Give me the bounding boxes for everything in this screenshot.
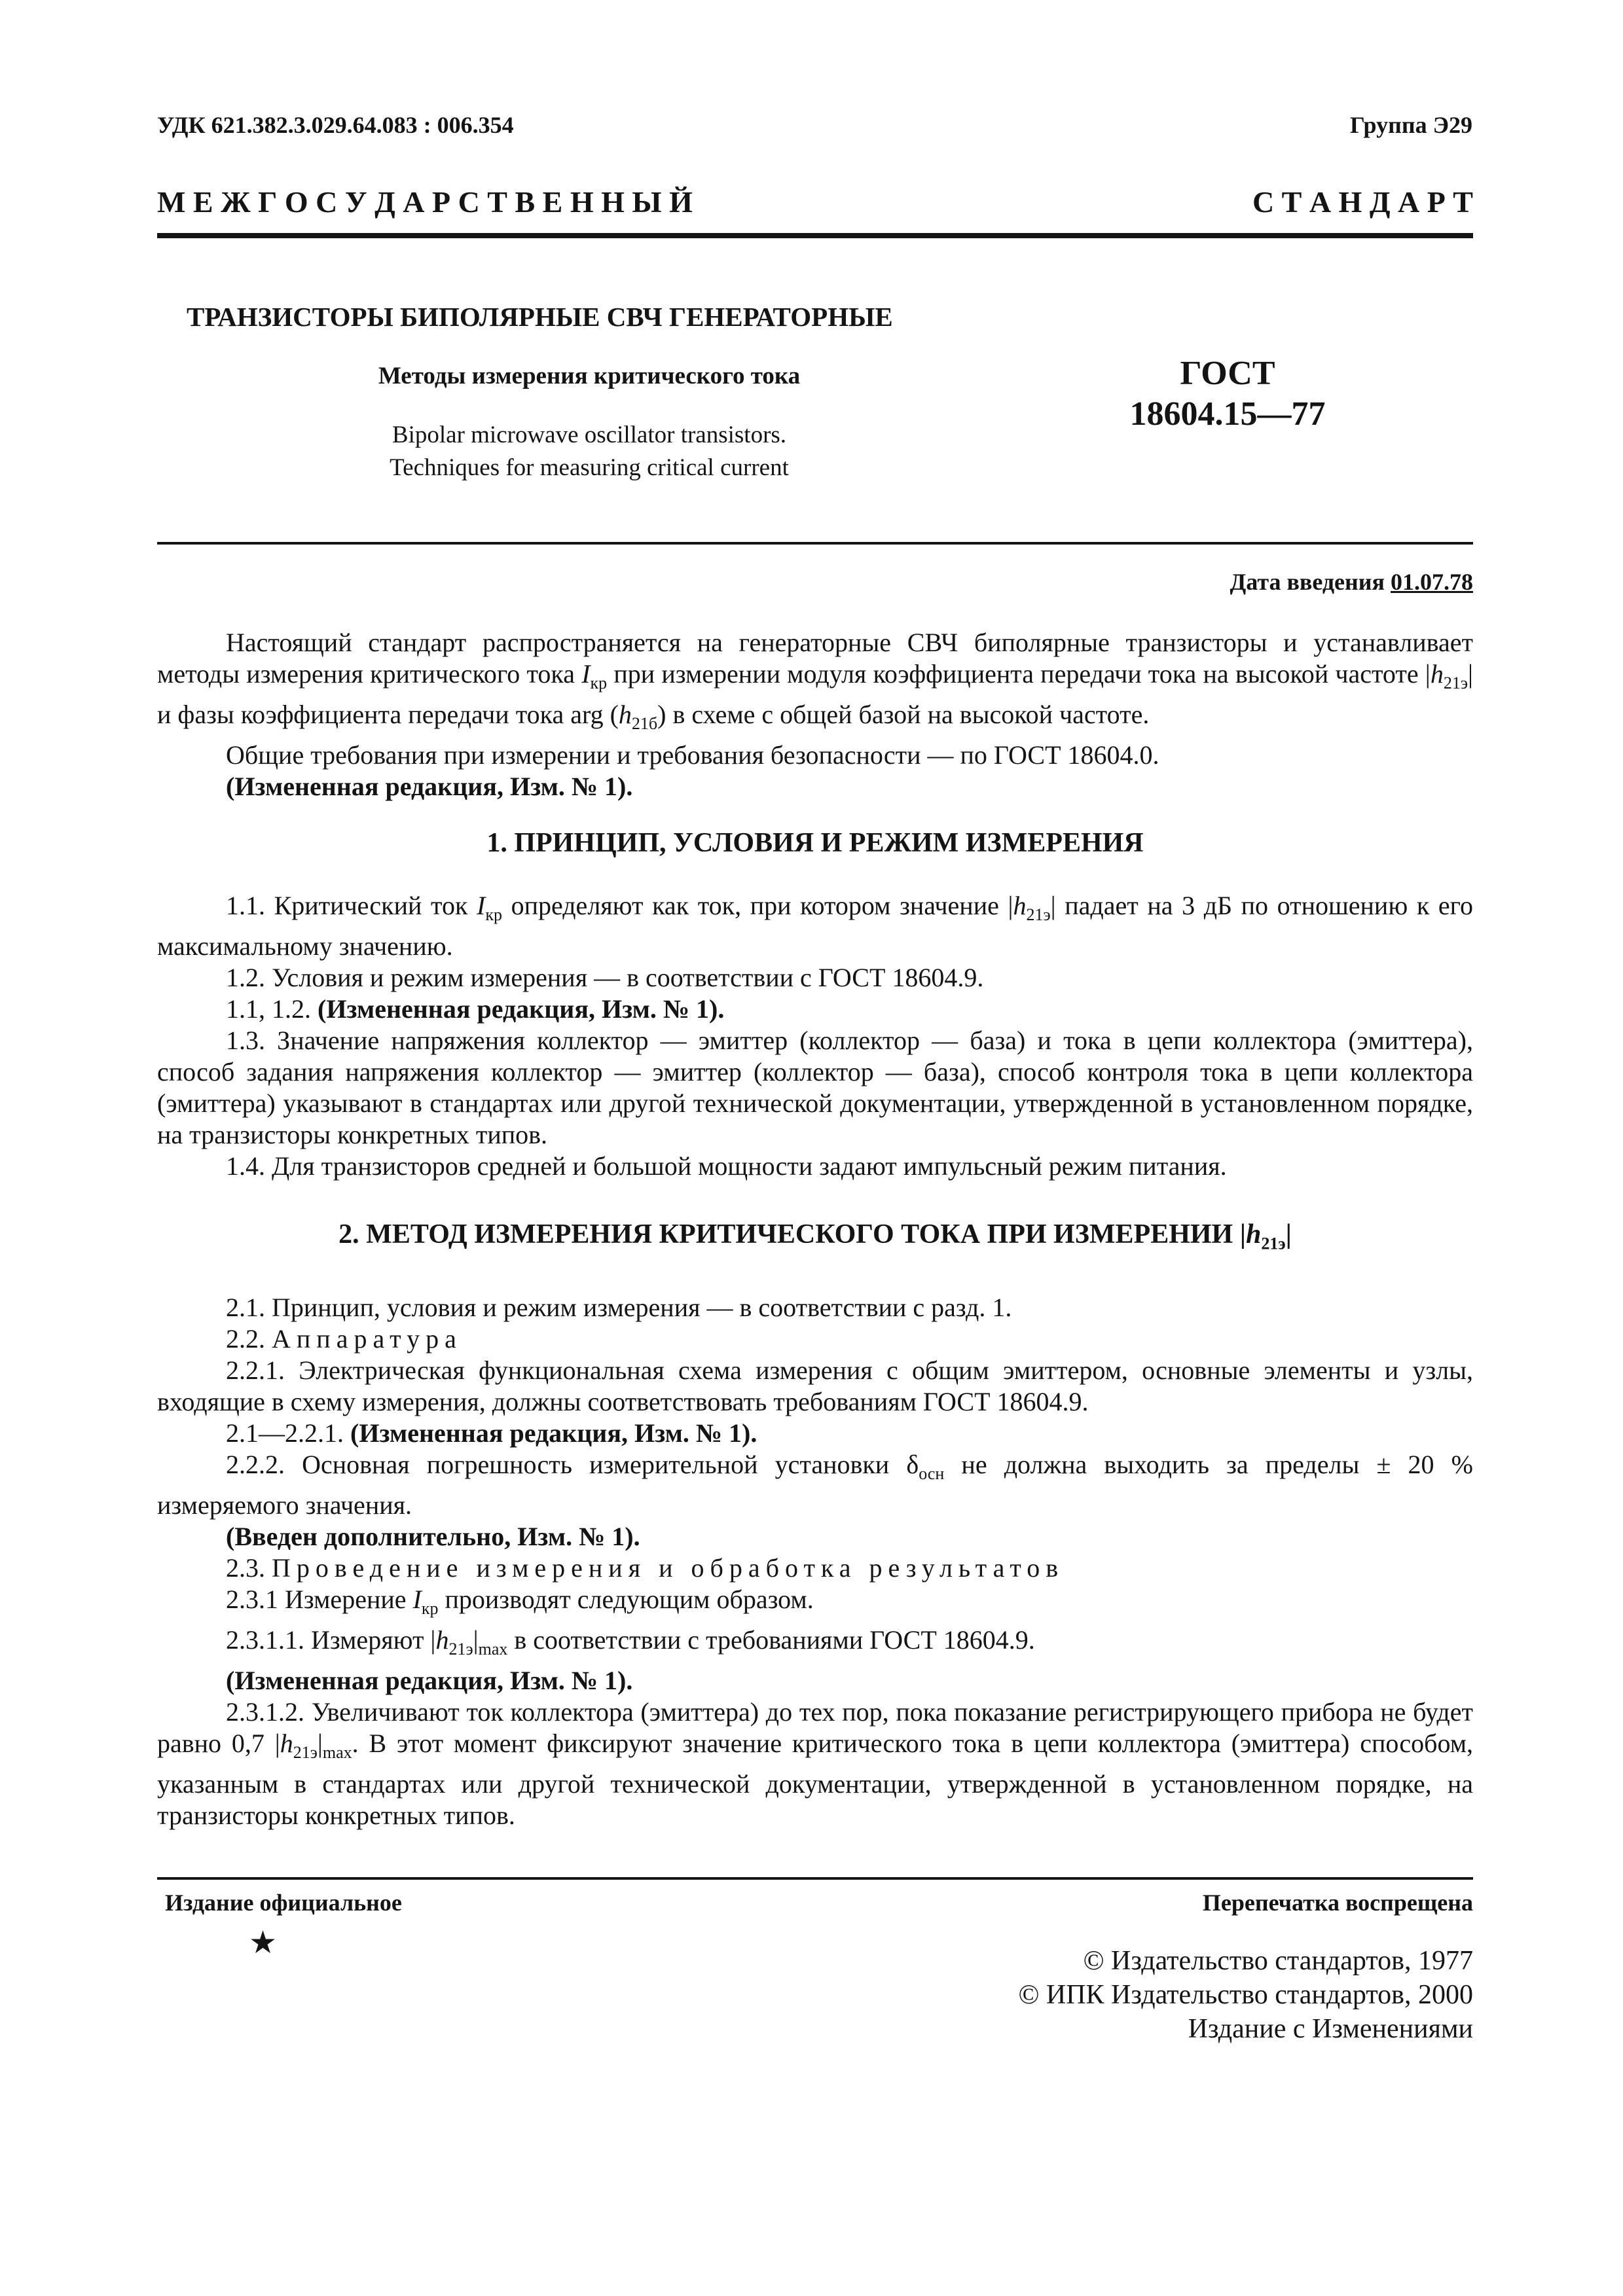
gost-number: 18604.15—77 <box>1129 395 1326 433</box>
clause-2-2-2-note: (Введен дополнительно, Изм. № 1). <box>226 1522 640 1552</box>
document-body <box>157 627 1473 1831</box>
clause-2-2-2: 2.2.2. Основная погрешность измерительной установки $\delta_{осн}$ не должна выходить за пределы ± 20 % измеряемого значения. <box>157 1450 1473 1520</box>
english-title <box>327 419 851 484</box>
footer-rule <box>157 1877 1473 1880</box>
banner-interstate: М Е Ж Г О С У Д А Р С Т В Е Н Н Ы Й <box>157 185 693 219</box>
clause-1-1: 1.1. Критический ток $I_{кр}$ определяют как ток, при котором значение $|h_{21э}|$ падает на 3 дБ по отношению к его максимальному значению. <box>157 891 1474 961</box>
standard-banner <box>157 185 1473 219</box>
clause-2-3-1-1: 2.3.1.1. Измеряют $|h_{21э}|_{max}$ в соответствии с требованиями ГОСТ 18604.9. <box>226 1625 1035 1659</box>
clause-1-4: 1.4. Для транзисторов средней и большой мощности задают импульсный режим питания. <box>226 1151 1227 1181</box>
reprint-prohibited: Перепечатка воспрещена <box>1202 1890 1473 1916</box>
clause-2-2-1: 2.2.1. Электрическая функциональная схема измерения с общим эмиттером, основные элементы и узлы, входящие в схему измерения, должны соответствовать требованиям ГОСТ 18604.9. <box>157 1355 1473 1417</box>
udk-code: УДК 621.382.3.029.64.083 : 006.354 <box>157 112 514 138</box>
clause-2-3-1-1-revision: (Измененная редакция, Изм. № 1). <box>226 1666 633 1696</box>
clause-2-3-1-2: 2.3.1.2. Увеличивают ток коллектора (эмиттера) до тех пор, пока показание регистрирующего прибора не будет равно 0,7 $|h_{21э}|_{max}$. В этот момент фиксируют значение критического тока в цепи коллектора (эмиттера) способом, указанным в стандартах или другой технической документации, утвержденной в установленном порядке, на транзисторы конкретных типов. <box>157 1697 1474 1831</box>
official-edition: Издание официальное <box>165 1890 402 1916</box>
intro-general-requirements: Общие требования при измерении и требования безопасности — по ГОСТ 18604.0. <box>226 740 1159 770</box>
title-rule <box>157 542 1473 545</box>
date-value: 01.07.78 <box>1391 569 1473 595</box>
clause-2-3: 2.3. Проведение измерения и обработка результатов <box>226 1553 1065 1583</box>
document-title: ТРАНЗИСТОРЫ БИПОЛЯРНЫЕ СВЧ ГЕНЕРАТОРНЫЕ <box>187 302 893 332</box>
clause-2-2: 2.2. Аппаратура <box>226 1324 462 1354</box>
gost-label: ГОСТ <box>1180 355 1275 392</box>
clause-2-1: 2.1. Принцип, условия и режим измерения — в соответствии с разд. 1. <box>226 1293 1012 1323</box>
edition-note: Издание с Изменениями <box>1188 2014 1473 2044</box>
copyright-block <box>1018 1944 1473 2046</box>
clause-2-2-1-revision: 2.1—2.2.1. (Измененная редакция, Изм. № 1). <box>226 1418 757 1448</box>
intro-paragraph: Настоящий стандарт распространяется на генераторные СВЧ биполярные транзисторы и устанавливает методы измерения критического тока $I_{кр}$ при измерении модуля коэффициента передачи тока на высокой частоте $|h_{21э}|$ и фазы коэффициента передачи тока arg $(h_{21б})$ в схеме с общей базой на высокой частоте. <box>157 628 1473 733</box>
clause-1-2: 1.2. Условия и режим измерения — в соответствии с ГОСТ 18604.9. <box>226 963 984 992</box>
intro-revision-note: (Измененная редакция, Изм. № 1). <box>226 772 633 801</box>
clause-2-3-1: 2.3.1 Измерение $I_{кр}$ производят следующим образом. <box>226 1585 814 1619</box>
clause-1-3: 1.3. Значение напряжения коллектор — эмиттер (коллектор — база) и тока в цепи коллектора (эмиттера), способ задания напряжения коллектор — эмиттер (коллектор — база), способ контроля тока в цепи коллектора (эмиттера) указывают в стандартах или другой технической документации, утвержденной в установленном порядке, на транзисторы конкретных типов. <box>157 1026 1473 1149</box>
english-title-line2: Techniques for measuring critical current <box>390 454 789 481</box>
document-subtitle: Методы измерения критического тока <box>378 363 801 389</box>
introduction-date <box>1230 568 1474 596</box>
copyright-1977: © Издательство стандартов, 1977 <box>1083 1946 1473 1976</box>
banner-standard: С Т А Н Д А Р Т <box>1252 185 1473 219</box>
clause-1-2-revision: 1.1, 1.2. (Измененная редакция, Изм. № 1). <box>226 994 725 1024</box>
date-label: Дата введения <box>1230 569 1385 595</box>
group-code: Группа Э29 <box>1349 112 1472 138</box>
english-title-line1: Bipolar microwave oscillator transistors. <box>392 422 787 448</box>
top-rule <box>157 233 1473 238</box>
gost-designation <box>1080 353 1375 435</box>
section1-heading: 1. ПРИНЦИП, УСЛОВИЯ И РЕЖИМ ИЗМЕРЕНИЯ <box>486 828 1144 858</box>
star-icon: ★ <box>249 1926 278 1960</box>
copyright-2000: © ИПК Издательство стандартов, 2000 <box>1018 1980 1473 2010</box>
section2-heading: 2. МЕТОД ИЗМЕРЕНИЯ КРИТИЧЕСКОГО ТОКА ПРИ ИЗМЕРЕНИИ $|h_{21э}|$ <box>338 1219 1292 1253</box>
